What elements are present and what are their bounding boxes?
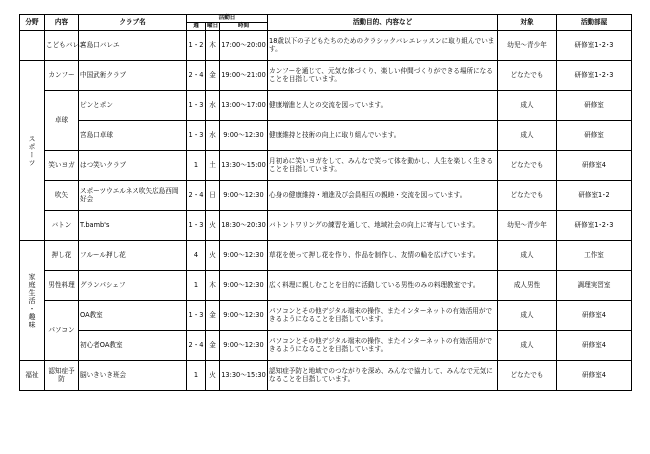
time-cell: 9:00～12:30 bbox=[220, 121, 268, 151]
week-cell: 1・2 bbox=[187, 31, 206, 61]
club-cell: スポーツウエルネス吹矢広島西岡好会 bbox=[79, 181, 187, 211]
content-cell: 卓球 bbox=[45, 91, 79, 151]
club-cell: 宮島口バレエ bbox=[79, 31, 187, 61]
time-cell: 9:00～12:30 bbox=[220, 181, 268, 211]
club-cell: 中国武術クラブ bbox=[79, 61, 187, 91]
header-purpose: 活動目的、内容など bbox=[268, 15, 498, 31]
club-cell: ピンとポン bbox=[79, 91, 187, 121]
content-cell: バトン bbox=[45, 211, 79, 241]
content-cell: パソコン bbox=[45, 301, 79, 361]
club-cell: グランパシェフ bbox=[79, 271, 187, 301]
club-cell: はつ笑いクラブ bbox=[79, 151, 187, 181]
day-cell: 火 bbox=[206, 241, 220, 271]
week-cell: 1・3 bbox=[187, 211, 206, 241]
field-home bbox=[20, 241, 45, 361]
table-row bbox=[20, 121, 632, 151]
header-week: 週 bbox=[187, 23, 206, 31]
table-row bbox=[20, 211, 632, 241]
room-cell: 工作室 bbox=[557, 241, 632, 271]
day-cell: 日 bbox=[206, 181, 220, 211]
purpose-cell: カンフーを通じて、元気な体づくり、楽しい仲間づくりができる場所になることを目指しています。 bbox=[268, 61, 498, 91]
time-cell: 13:00～17:00 bbox=[220, 91, 268, 121]
target-cell: 成人 bbox=[498, 121, 557, 151]
room-cell: 研修室1･2･3 bbox=[557, 31, 632, 61]
content-cell: 笑いヨガ bbox=[45, 151, 79, 181]
header-content: 内容 bbox=[45, 15, 79, 31]
day-cell: 火 bbox=[206, 361, 220, 391]
week-cell: 1・3 bbox=[187, 91, 206, 121]
table-row bbox=[20, 61, 632, 91]
purpose-cell: 月初めに笑いヨガをして、みんなで笑って体を動かし、人生を楽しく生きることを目指しています。 bbox=[268, 151, 498, 181]
purpose-cell: パソコンとその他デジタル端末の操作、またインターネットの有効活用ができるようになることを目指しています。 bbox=[268, 301, 498, 331]
purpose-cell: 広く料理に親しむことを目的に活動している男性のみの料理教室です。 bbox=[268, 271, 498, 301]
field-sports-label: スポーツ bbox=[28, 134, 37, 167]
room-cell: 研修室 bbox=[557, 91, 632, 121]
purpose-cell: バトントワリングの練習を通して、地域社会の向上に寄与しています。 bbox=[268, 211, 498, 241]
week-cell: 1 bbox=[187, 361, 206, 391]
content-cell: 吹矢 bbox=[45, 181, 79, 211]
content-cell: 男性料理 bbox=[45, 271, 79, 301]
content-cell: カンフー bbox=[45, 61, 79, 91]
week-cell: 1 bbox=[187, 151, 206, 181]
room-cell: 調理実習室 bbox=[557, 271, 632, 301]
table-row bbox=[20, 241, 632, 271]
room-cell: 研修室4 bbox=[557, 301, 632, 331]
time-cell: 9:00～12:30 bbox=[220, 241, 268, 271]
club-cell: 初心者OA教室 bbox=[79, 331, 187, 361]
time-cell: 9:00～12:30 bbox=[220, 301, 268, 331]
room-cell: 研修室4 bbox=[557, 151, 632, 181]
purpose-cell: 18歳以下の子どもたちのためのクラシックバレエレッスンに取り組んでいます。 bbox=[268, 31, 498, 61]
table-row bbox=[20, 271, 632, 301]
time-cell: 13:30～15:30 bbox=[220, 361, 268, 391]
header-schedule: 活動日 bbox=[187, 15, 268, 23]
target-cell: 成人 bbox=[498, 331, 557, 361]
content-cell: 押し花 bbox=[45, 241, 79, 271]
day-cell: 木 bbox=[206, 31, 220, 61]
week-cell: 2・4 bbox=[187, 181, 206, 211]
purpose-cell: パソコンとその他デジタル端末の操作、またインターネットの有効活用ができるようになることを目指しています。 bbox=[268, 331, 498, 361]
header-field: 分野 bbox=[20, 15, 45, 31]
week-cell: 4 bbox=[187, 241, 206, 271]
target-cell: 幼児～青少年 bbox=[498, 211, 557, 241]
club-cell: T.bamb's bbox=[79, 211, 187, 241]
day-cell: 金 bbox=[206, 331, 220, 361]
target-cell: どなたでも bbox=[498, 61, 557, 91]
field-home-label: 家庭生活・趣味 bbox=[28, 272, 37, 329]
header-day: 曜日 bbox=[207, 23, 219, 30]
table-row bbox=[20, 301, 632, 331]
day-cell: 土 bbox=[206, 151, 220, 181]
club-cell: フルール押し花 bbox=[79, 241, 187, 271]
target-cell: どなたでも bbox=[498, 151, 557, 181]
content-cell: こどもバレエ bbox=[45, 31, 79, 61]
table-row bbox=[20, 331, 632, 361]
time-cell: 17:00～20:00 bbox=[220, 31, 268, 61]
week-cell: 1 bbox=[187, 271, 206, 301]
purpose-cell: 健康増進と人との交流を図っています。 bbox=[268, 91, 498, 121]
time-cell: 18:30～20:30 bbox=[220, 211, 268, 241]
target-cell: 成人 bbox=[498, 91, 557, 121]
room-cell: 研修室4 bbox=[557, 331, 632, 361]
header-room: 活動部屋 bbox=[557, 15, 632, 31]
room-cell: 研修室 bbox=[557, 121, 632, 151]
room-cell: 研修室4 bbox=[557, 361, 632, 391]
header-club: クラブ名 bbox=[79, 15, 187, 31]
week-cell: 1・3 bbox=[187, 121, 206, 151]
club-cell: OA教室 bbox=[79, 301, 187, 331]
day-cell: 金 bbox=[206, 61, 220, 91]
day-cell: 火 bbox=[206, 211, 220, 241]
header-time: 時間 bbox=[220, 23, 268, 31]
target-cell: どなたでも bbox=[498, 361, 557, 391]
target-cell: 幼児～青少年 bbox=[498, 31, 557, 61]
week-cell: 2・4 bbox=[187, 331, 206, 361]
field-cell bbox=[20, 31, 45, 61]
field-sports bbox=[20, 61, 45, 241]
club-cell: 宮島口卓球 bbox=[79, 121, 187, 151]
table-row bbox=[20, 31, 632, 61]
room-cell: 研修室1･2 bbox=[557, 181, 632, 211]
purpose-cell: 認知症予防と地域でのつながりを深め、みんなで協力して、みんなで元気になることを目指しています。 bbox=[268, 361, 498, 391]
content-cell: 認知症予防 bbox=[45, 361, 79, 391]
time-cell: 13:30～15:00 bbox=[220, 151, 268, 181]
table-row bbox=[20, 91, 632, 121]
purpose-cell: 草花を使って押し花を作り、作品を制作し、友情の輪を広げています。 bbox=[268, 241, 498, 271]
target-cell: 成人男性 bbox=[498, 271, 557, 301]
week-cell: 1・3 bbox=[187, 301, 206, 331]
time-cell: 19:00～21:00 bbox=[220, 61, 268, 91]
day-cell: 金 bbox=[206, 301, 220, 331]
day-cell: 水 bbox=[206, 91, 220, 121]
club-schedule-table bbox=[19, 14, 632, 391]
table-row bbox=[20, 181, 632, 211]
table-row bbox=[20, 151, 632, 181]
day-cell: 木 bbox=[206, 271, 220, 301]
table-row bbox=[20, 361, 632, 391]
day-cell: 水 bbox=[206, 121, 220, 151]
room-cell: 研修室1･2･3 bbox=[557, 211, 632, 241]
target-cell: どなたでも bbox=[498, 181, 557, 211]
field-welfare: 福祉 bbox=[20, 361, 45, 391]
time-cell: 9:00～12:30 bbox=[220, 331, 268, 361]
target-cell: 成人 bbox=[498, 241, 557, 271]
week-cell: 2・4 bbox=[187, 61, 206, 91]
header-target: 対象 bbox=[498, 15, 557, 31]
time-cell: 9:00～12:30 bbox=[220, 271, 268, 301]
club-cell: 脳いきいき班会 bbox=[79, 361, 187, 391]
target-cell: 成人 bbox=[498, 301, 557, 331]
purpose-cell: 健康維持と技術の向上に取り組んでいます。 bbox=[268, 121, 498, 151]
room-cell: 研修室1･2･3 bbox=[557, 61, 632, 91]
purpose-cell: 心身の健康維持・増進及び会員相互の親睦・交流を図っています。 bbox=[268, 181, 498, 211]
